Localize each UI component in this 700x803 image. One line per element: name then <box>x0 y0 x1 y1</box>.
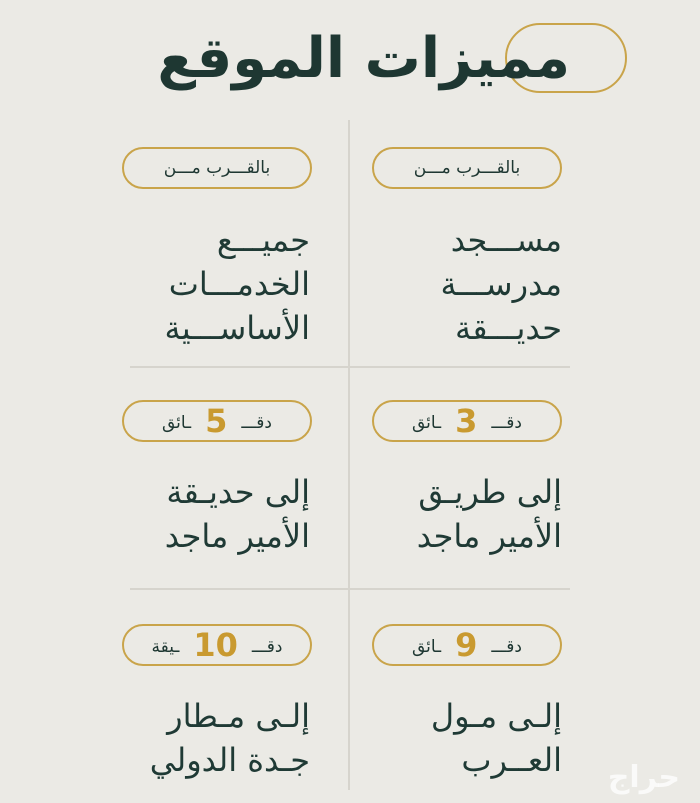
feature-pill-minutes-3 <box>372 400 562 442</box>
feature-line: الأمير ماجد <box>164 517 310 555</box>
pill-label: ـيقة <box>151 637 180 657</box>
minutes-number: 5 <box>205 402 228 440</box>
minutes-number: 3 <box>455 402 478 440</box>
watermark-logo: حراج <box>607 760 680 795</box>
pill-label: بالقـــرب مـــن <box>163 158 271 178</box>
feature-pill-minutes-5 <box>122 400 312 442</box>
feature-line: الأساســـية <box>164 309 310 347</box>
feature-line: حديـــقة <box>455 309 562 347</box>
feature-pill-minutes-10 <box>122 624 312 666</box>
feature-line: إلـى مـول <box>430 697 562 735</box>
pill-label: دقـــ <box>491 637 522 657</box>
feature-line: إلى طريـق <box>418 473 562 511</box>
pill-label: ـائق <box>162 413 192 433</box>
feature-pill-nearby-1 <box>372 147 562 189</box>
row-divider-1 <box>130 366 570 368</box>
feature-line: الأمير ماجد <box>416 517 562 555</box>
feature-text-6 <box>110 694 310 782</box>
pill-label: بالقـــرب مـــن <box>413 158 521 178</box>
minutes-number: 9 <box>455 626 478 664</box>
pill-label: دقـــ <box>241 413 272 433</box>
feature-text-1 <box>362 218 562 350</box>
feature-line: جـدة الدولي <box>149 741 310 779</box>
page-title: مميزات الموقع <box>157 26 570 91</box>
feature-line: العــرب <box>461 741 562 779</box>
feature-line: مســـجد <box>450 221 562 259</box>
pill-label: دقـــ <box>251 637 283 657</box>
minutes-number: 10 <box>193 626 238 664</box>
feature-line: مدرســـة <box>440 265 562 303</box>
feature-line: الخدمـــات <box>168 265 310 303</box>
feature-text-4 <box>110 470 310 558</box>
feature-text-3 <box>362 470 562 558</box>
pill-label: ـائق <box>412 637 442 657</box>
pill-label: دقـــ <box>491 413 522 433</box>
feature-pill-minutes-9 <box>372 624 562 666</box>
feature-line: إلـى مـطار <box>167 697 310 735</box>
feature-line: جميـــع <box>216 221 310 259</box>
row-divider-2 <box>130 588 570 590</box>
column-divider <box>348 120 350 790</box>
feature-pill-nearby-2 <box>122 147 312 189</box>
feature-line: إلى حديـقة <box>166 473 310 511</box>
pill-label: ـائق <box>412 413 442 433</box>
feature-text-2 <box>110 218 310 350</box>
